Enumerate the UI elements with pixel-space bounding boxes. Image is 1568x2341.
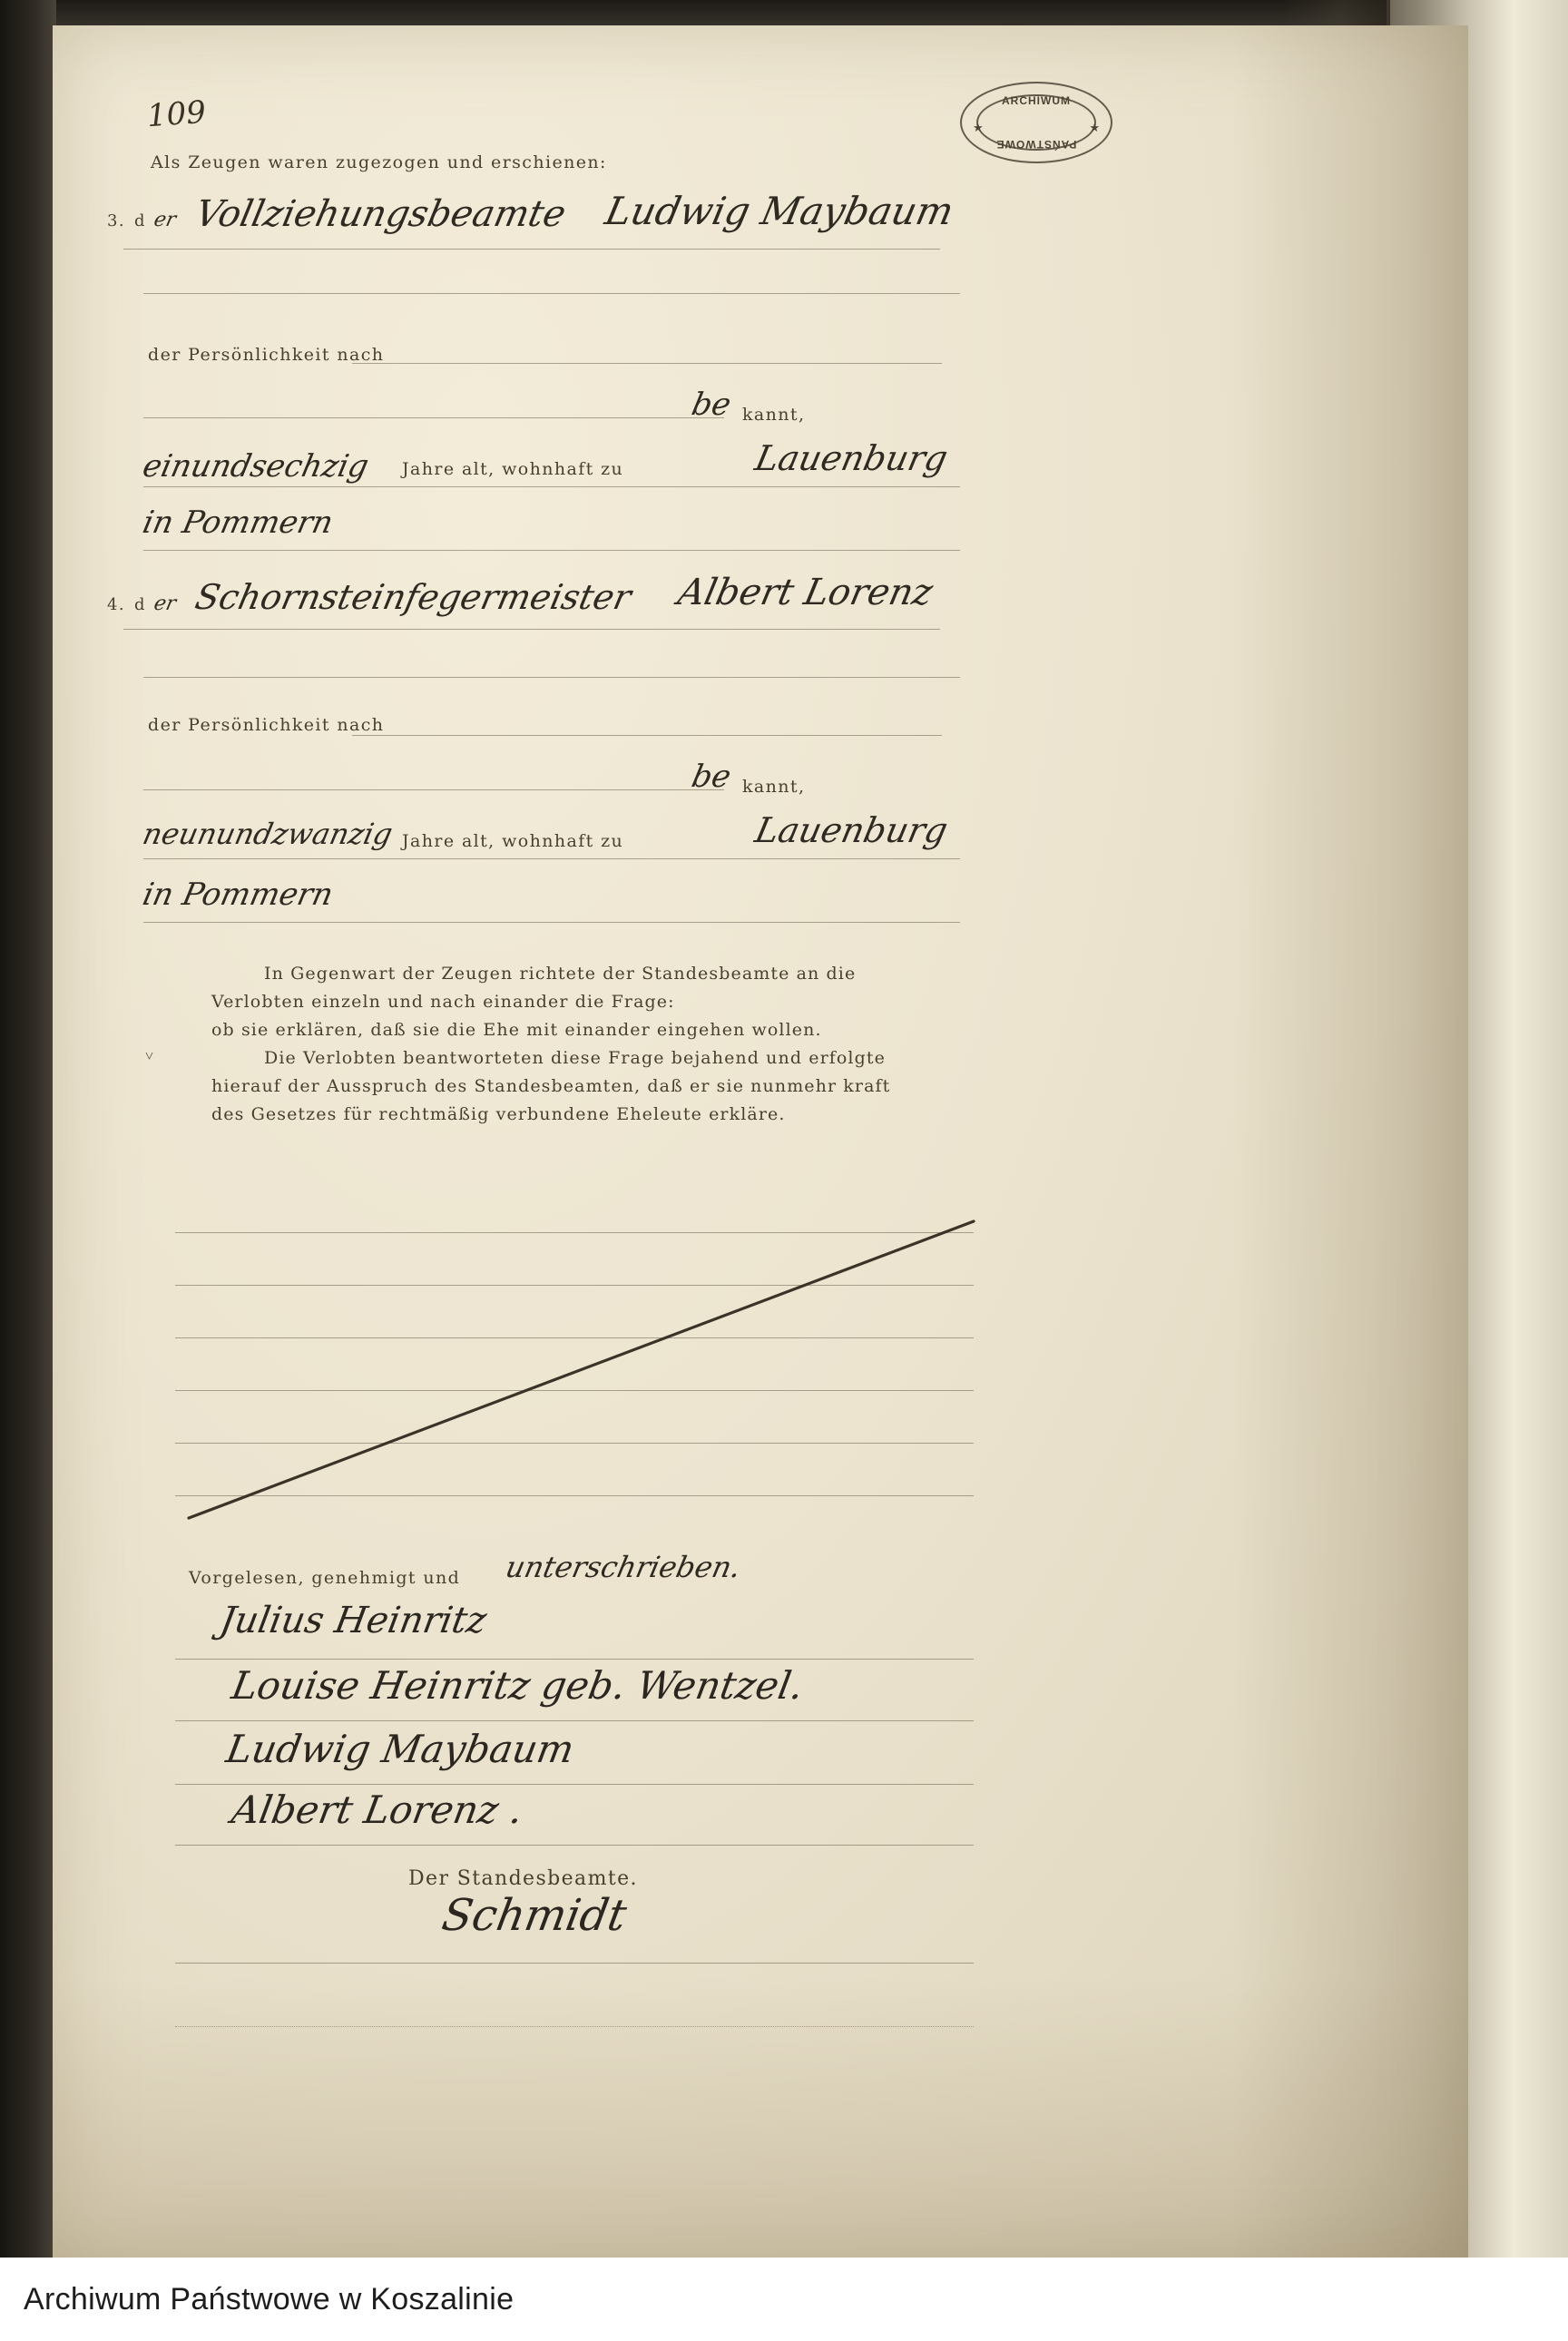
declaration-line-5: des Gesetzes für rechtmäßig verbundene Eheleute erkläre.	[211, 1104, 786, 1124]
rule	[175, 1963, 974, 1964]
witness3-residence2: in Pommern	[139, 504, 337, 541]
witness3-age: einundsechzig	[139, 448, 372, 485]
witness3-age-label: Jahre alt, wohnhaft zu	[402, 459, 624, 479]
witness3-known-hand: be	[688, 387, 735, 423]
rule	[123, 629, 940, 630]
witness4-identity-label: der Persönlichkeit nach	[148, 715, 385, 735]
witness4-age: neunundzwanzig	[139, 817, 397, 851]
rule	[143, 486, 960, 487]
rule	[143, 858, 960, 859]
document-page	[53, 25, 1468, 2267]
witness3-index: 3.	[107, 211, 125, 230]
witness4-residence2: in Pommern	[139, 877, 337, 913]
scan-left-edge	[0, 0, 56, 2341]
rule	[143, 922, 960, 923]
stamp-line2: PAŃSTWOWE	[995, 138, 1077, 151]
closing-hand: unterschrieben.	[502, 1550, 744, 1584]
folio-number: 109	[145, 93, 208, 135]
rule	[143, 789, 724, 790]
rule	[143, 293, 960, 294]
document-content	[53, 25, 1468, 2267]
registrar-label: Der Standesbeamte.	[408, 1867, 638, 1890]
rule	[175, 1720, 974, 1721]
witness4-age-label: Jahre alt, wohnhaft zu	[402, 831, 624, 851]
witness4-name: Albert Lorenz	[674, 572, 937, 613]
declaration-paragraph	[211, 960, 901, 1129]
margin-tick: ˅	[145, 1049, 154, 1064]
declaration-line-1: Verlobten einzeln und nach einander die Frage:	[211, 992, 675, 1012]
stamp-line1: ARCHIWUM	[1002, 94, 1071, 107]
archive-footer	[0, 2258, 1568, 2341]
rule	[352, 363, 942, 364]
witness3-name: Ludwig Maybaum	[601, 189, 958, 233]
closing-label: Vorgelesen, genehmigt und	[189, 1568, 461, 1588]
rule	[352, 735, 942, 736]
witness4-article: d	[134, 595, 146, 614]
registrar-signature: Schmidt	[438, 1890, 631, 1941]
rule	[143, 550, 960, 551]
signature-groom: Julius Heinritz	[216, 1600, 490, 1641]
signature-bride: Louise Heinritz geb. Wentzel.	[228, 1663, 808, 1708]
witness4-occupation: Schornsteinfegermeister	[191, 577, 635, 617]
stamp-star-left: ★	[973, 121, 984, 134]
witness3-residence: Lauenburg	[751, 438, 952, 478]
witness4-known-label: kannt,	[742, 777, 806, 797]
witness4-index: 4.	[107, 595, 125, 614]
witness4-known-hand: be	[688, 759, 735, 795]
rule	[175, 1659, 974, 1660]
rule	[175, 1784, 974, 1785]
signature-witness-3: Ludwig Maybaum	[222, 1727, 578, 1771]
declaration-line-4: hierauf der Ausspruch des Standesbeamten, daß er sie nunmehr kraft	[211, 1076, 891, 1096]
witness4-residence: Lauenburg	[751, 810, 952, 850]
declaration-line-3: Die Verlobten beantworteten diese Frage bejahend und erfolgte	[264, 1048, 886, 1068]
declaration-line-0: In Gegenwart der Zeugen richtete der Standesbeamte an die	[264, 964, 857, 984]
witness4-article-hand: er	[152, 593, 179, 615]
witness-heading: Als Zeugen waren zugezogen und erschienen:	[151, 152, 607, 172]
witness3-article-hand: er	[152, 209, 179, 231]
archive-stamp	[960, 82, 1112, 163]
witness3-identity-label: der Persönlichkeit nach	[148, 345, 385, 365]
rule	[123, 249, 940, 250]
rule	[175, 2026, 974, 2027]
witness3-occupation: Vollziehungsbeamte	[191, 193, 570, 235]
rule	[143, 677, 960, 678]
cancellation-stroke	[175, 1205, 992, 1532]
witness3-known-label: kannt,	[742, 405, 806, 425]
signature-witness-4: Albert Lorenz .	[228, 1788, 527, 1832]
witness3-article: d	[134, 211, 146, 230]
stamp-star-right: ★	[1089, 121, 1100, 134]
rule	[175, 1845, 974, 1846]
rule	[143, 417, 724, 418]
declaration-line-2: ob sie erklären, daß sie die Ehe mit einander eingehen wollen.	[211, 1020, 822, 1040]
archive-footer-text: Archiwum Państwowe w Koszalinie	[24, 2281, 514, 2317]
